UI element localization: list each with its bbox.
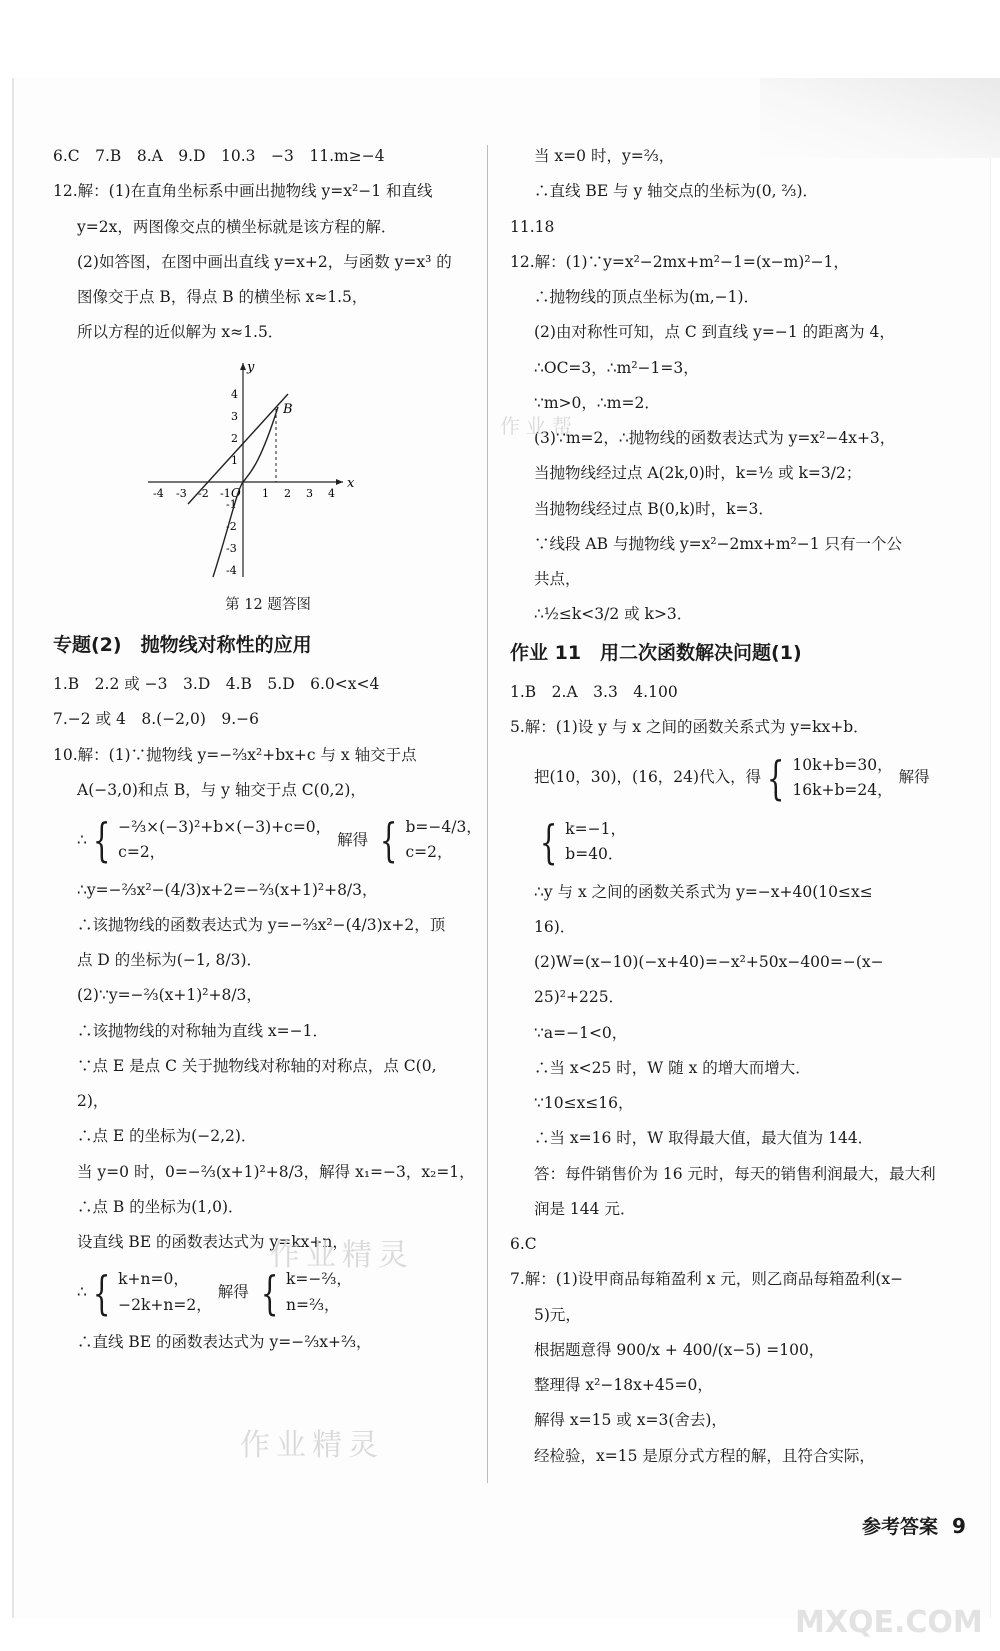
x-tick: 4 [328,486,335,500]
left-column [53,145,483,1366]
section-heading-topic2: 专题(2) 抛物线对称性的应用 [53,633,312,656]
x-tick: -4 [153,486,164,500]
q12-line2: y=2x，两图像交点的横坐标就是该方程的解． [77,217,397,236]
q5-line6: ∵a=−1<0， [534,1023,628,1042]
system-row: −2k+n=2， [118,1295,212,1314]
solve-label: 解得 [898,768,930,787]
q5-line2: ∴y 与 x 之间的函数关系式为 y=−x+40(10≤x≤ [534,882,873,901]
q10-line12: ∴点 B 的坐标为(1,0)． [77,1197,244,1216]
q7-line1: 7.解：(1)设甲商品每箱盈利 x 元，则乙商品每箱盈利(x− [510,1270,904,1289]
q7-line6: 经检验，x=15 是原分式方程的解，且符合实际， [534,1446,875,1465]
q7-line2: 5)元， [534,1305,581,1324]
q12r-line9: ∵线段 AB 与抛物线 y=x²−2mx+m²−1 只有一个公 [534,534,903,553]
q7-line5: 解得 x=15 或 x=3(舍去)， [534,1411,727,1430]
q10-line4: ∴该抛物线的函数表达式为 y=−⅔x²−(4/3)x+2，顶 [77,915,446,934]
q10-line2: A(−3,0)和点 B，与 y 轴交于点 C(0,2)， [77,780,366,799]
x-tick: -2 [198,486,209,500]
watermark: 作业精灵 [270,1238,414,1273]
y-tick: -3 [226,541,237,555]
system-row: k=−1， [565,820,627,838]
q10-line3: ∴y=−⅔x²−(4/3)x+2=−⅔(x+1)²+8/3， [77,880,378,899]
q10-line13: 设直线 BE 的函数表达式为 y=kx+n， [77,1233,348,1251]
section-heading-homework11: 作业 11 用二次函数解决问题(1) [510,641,802,664]
y-axis-label: y [247,359,255,375]
q12r-line8: 当抛物线经过点 B(0,k)时，k=3． [534,499,774,518]
q10-line6: (2)∵y=−⅔(x+1)²+8/3， [77,986,262,1005]
answer-11: 11.18 [510,217,555,236]
q10-line9: 2)， [77,1092,109,1110]
solve-label: 解得 [217,1282,249,1301]
q5-line1: 5.解：(1)设 y 与 x 之间的函数关系式为 y=kx+b． [510,718,869,737]
q12r-line2: ∴抛物线的顶点坐标为(m,−1)． [534,288,760,306]
r-line1: 当 x=0 时，y=⅔， [534,147,675,165]
r-line2: ∴直线 BE 与 y 轴交点的坐标为(0, ⅔)． [534,182,819,201]
figure-caption: 第 12 题答图 [225,596,311,613]
x-tick: 2 [284,486,291,500]
page-number: 9 [952,1514,966,1538]
q5-line5: 25)²+225． [534,988,625,1007]
y-tick: 3 [231,409,238,423]
y-tick: 2 [231,431,238,445]
q12r-line1: 12.解：(1)∵y=x²−2mx+m²−1=(x−m)²−1， [510,252,849,271]
system-row: 10k+b=30， [792,755,893,774]
q10-line7: ∴该抛物线的对称轴为直线 x=−1． [77,1021,329,1040]
answers-1-6: 1.B 2.2 或 −3 3.D 4.B 5.D 6.0<x<4 [53,675,380,693]
q5-line4: (2)W=(x−10)(−x+40)=−x²+50x−400=−(x− [534,953,884,971]
y-tick: -1 [226,497,237,511]
watermark: 作业精灵 [240,1428,384,1463]
q7-line4: 整理得 x²−18x+45=0， [534,1376,713,1394]
q12-line1: 12.解：(1)在直角坐标系中画出抛物线 y=x²−1 和直线 [53,182,433,201]
x-tick: -1 [220,486,231,500]
q10-line14: ∴直线 BE 的函数表达式为 y=−⅔x+⅔， [77,1332,372,1351]
system-row: c=2， [118,843,166,862]
watermark: 作业帮 [500,414,578,438]
q10-line10: ∴点 E 的坐标为(−2,2)． [77,1127,257,1146]
q12r-line11: ∴½≤k<3/2 或 k>3． [534,605,693,624]
system-row: k+n=0， [118,1270,189,1289]
q5-line3: 16)． [534,917,576,936]
q10-line11: 当 y=0 时，0=−⅔(x+1)²+8/3，解得 x₁=−3，x₂=1， [77,1162,475,1181]
q5-line8: ∵10≤x≤16， [534,1094,634,1112]
system-row: b=−4/3， [405,818,482,836]
page-footer [862,1512,966,1539]
q5-line11: 润是 144 元． [534,1199,636,1218]
corner-logo [785,1590,985,1640]
q5-line9: ∴当 x=16 时，W 取得最大值，最大值为 144． [534,1129,874,1148]
equation-system-1: ∴ { −⅔×(−3)²+b×(−3)+c=0， c=2， 解得 { b=−4/3， c=2， [77,813,482,868]
system-row: c=2， [405,843,453,862]
x-tick: -3 [176,486,187,500]
system-row: −⅔×(−3)²+b×(−3)+c=0， [118,818,332,836]
q12-figure [143,357,353,582]
solve-label: 解得 [337,830,369,849]
equation-system-3-result: { k=−1， b=40． [539,815,627,870]
answer-6: 6.C [510,1235,537,1253]
q5-line10: 答：每件销售价为 16 元时，每天的销售利润最大，最大利 [534,1164,936,1183]
system-row: k=−⅔， [286,1270,352,1289]
corner-logo-text: MXQE.COM [795,1605,983,1640]
equation-system-3: 把(10，30)，(16，24)代入，得 { 10k+b=30， 16k+b=24， 解得 [534,750,930,805]
point-b-label: B [283,401,293,417]
q7-line3: 根据题意得 900/x + 400/(x−5) =100， [534,1340,825,1359]
system-row: 16k+b=24， [792,780,893,799]
q12-line3: (2)如答图，在图中画出直线 y=x+2，与函数 y=x³ 的 [77,252,452,271]
x-tick: 3 [306,486,313,500]
y-tick: 4 [231,387,238,401]
x-tick: 1 [262,486,269,500]
x-ticks [153,487,335,500]
column-divider [487,145,488,1483]
y-tick: 1 [231,453,238,467]
q12-line4: 图像交于点 B，得点 B 的横坐标 x≈1.5， [77,288,368,306]
answers-7-9: 7.−2 或 4 8.(−2,0) 9.−6 [53,710,260,729]
q12r-line7: 当抛物线经过点 A(2k,0)时，k=½ 或 k=3/2； [534,464,862,483]
right-column [510,145,960,1480]
x-axis-label: x [347,475,355,491]
q12r-line10: 共点， [534,570,581,588]
y-tick: -4 [226,563,237,577]
equation-system-2: ∴ { k+n=0， −2k+n=2， 解得 { k=−⅔， n=⅔， [77,1265,352,1320]
system-row: n=⅔， [286,1295,340,1314]
q12r-line5: ∵m>0，∴m=2． [534,393,660,412]
answers-6-11: 6.C 7.B 8.A 9.D 10.3 −3 11.m≥−4 [53,147,385,165]
q12r-line4: ∴OC=3，∴m²−1=3， [534,358,699,377]
q12r-line3: (2)由对称性可知，点 C 到直线 y=−1 的距离为 4， [534,323,895,342]
origin-label: O [231,485,241,500]
q5-line7: ∴当 x<25 时，W 随 x 的增大而增大． [534,1058,811,1077]
system-row: b=40． [565,845,624,864]
answers-1-4: 1.B 2.A 3.3 4.100 [510,683,678,701]
q12-line5: 所以方程的近似解为 x≈1.5． [77,323,284,342]
q12r-line6: (3)∵m=2，∴抛物线的函数表达式为 y=x²−4x+3， [534,429,896,447]
substitute-text: 把(10，30)，(16，24)代入，得 [534,768,762,787]
y-tick: -2 [226,519,237,533]
q10-line8: ∵点 E 是点 C 关于抛物线对称轴的对称点，点 C(0, [77,1056,437,1075]
q10-line1: 10.解：(1)∵抛物线 y=−⅔x²+bx+c 与 x 轴交于点 [53,745,417,764]
q10-line5: 点 D 的坐标为(−1, 8/3)． [77,951,263,969]
footer-label: 参考答案 [862,1516,939,1538]
